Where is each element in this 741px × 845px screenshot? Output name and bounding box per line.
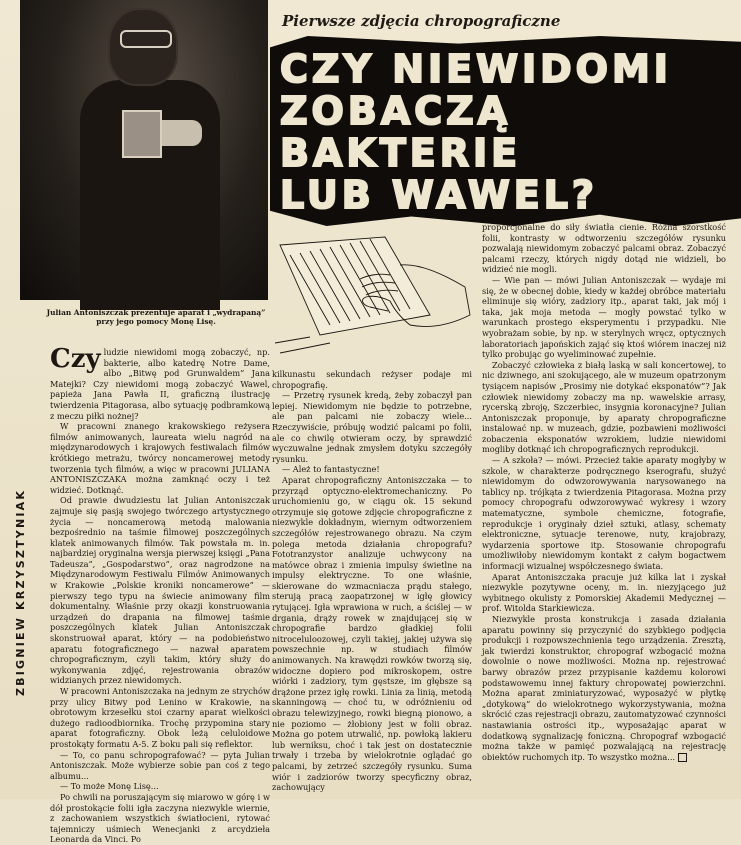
paragraph: Zobaczyć człowieka z białą laską w sali koncertowej, to nic dziwnego, ani szokującego, ale w muzeum opatrzonym tysiącem napisów „Prosimy nie dotykać eksponatów”? Jak człowiek niewidomy zobaczy ma np. wawelskie arrasy, rycerską zbroję, Szczerbiec, insygnia koronacyjne? Julian Antoniszczak proponuje, by aparaty chropograficzne instalować np. w muzeach, gdzie, pozbawieni możliwości zobaczenia eksponatów wzrokiem, ludzie niewidomi mogliby dotknąć ich chropograficznych reprodukcji. xyxy=(482,359,726,455)
headline-line-4: LUB WAWEL? xyxy=(280,173,598,217)
paragraph: W pracowni znanego krakowskiego reżysera filmów animowanych, laureata wielu nagród na międzynarodowych i krajowych festiwalach filmów krótkiego metrażu, twórcy noncamerowej metody tworzenia tych filmów, a więc w pracowni JULIANA ANTONISZCZAKA można zamknąć oczy i też widzieć. Dotknąć. xyxy=(50,421,270,495)
column-1 xyxy=(50,344,270,845)
column-3 xyxy=(482,222,726,762)
photo-glasses xyxy=(120,30,172,48)
paragraph: proporcjonalne do siły światła cienie. Różna szorstkość folii, kontrasty w odtworzeniu szczegółów rysunku pozwalają niewidomym zobaczyć palcami obraz. Zobaczyć palcami rzeczy, których nigdy dotąd nie widzieli, bo widzieć nie mogli. xyxy=(482,222,726,275)
photo-julian-antoniszczak xyxy=(20,0,268,300)
author-byline: ZBIGNIEW KRZYSZTYNIAK xyxy=(14,488,27,696)
hand-on-chropograph-illustration xyxy=(270,225,475,365)
paragraph: — Przetrę rysunek kredą, żeby zobaczył pan lepiej. Niewidomym nie będzie to potrzebne, ale pan palcami nie zobaczy wiele... Rzeczywiście, próbuję wodzić palcami po folii, ale co chwilę otwieram oczy, by sprawdzić wyczuwalne jednak zmysłem dotyku szczegóły rysunku. xyxy=(272,390,472,464)
kicker: Pierwsze zdjęcia chropograficzne xyxy=(282,12,561,30)
paragraph: — A szkoła? — mówi. Przecież takie aparaty mogłyby w szkole, w charakterze podręcznego kserografu, służyć niewidomym do odwzorowywania narysowanego na tablicy np. trójkąta z twierdzenia Pitagorasa. Można przy pomocy chropografu odwzorowywać wykresy i wzory matematyczne, symbole chemiczne, fotografie, reprodukcje i oryginały dzieł sztuki, atlasy, schematy elektroniczne, sytuacje terenowe, nuty, krajobrazy, wydarzenia sportowe itp. Stosowanie chropografu umożliwiłoby niewidomym kontakt z całym bogactwem informacji wizualnej współczesnego świata. xyxy=(482,455,726,571)
paragraph: Aparat Antoniszczaka pracuje już kilka lat i zyskał niezwykle pozytywne oceny, m. in. niezyjącego już wybitnego okulisty z Pomorskiej Akademii Medycznej — prof. Witolda Starkiewicza. xyxy=(482,571,726,614)
headline-line-1: CZY NIEWIDOMI xyxy=(280,47,672,91)
photo-chropograph-sheet xyxy=(122,110,162,158)
paragraph: ludzie niewidomi mogą zobaczyć, np. bakterie, albo katedrę Notre Dame, albo „Bitwę pod Grunwaldem” Jana Matejki? Czy niewidomi mogą zobaczyć Wawel, papieża Jana Pawła II, graficzną ilustrację twierdzenia Pitagorasa, albo sytuację podbramkową z meczu piłki nożnej? xyxy=(50,347,270,421)
paragraph: Aparat chropograficzny Antoniszczaka — to przyrząd optyczno-elektromechaniczny. Po uruchomieniu go, w ciągu ok. 15 sekund otrzymuje się gotowe zdjęcie chropograficzne z niezwykle dokładnym, wiernym odtworzeniem szczegółów rejestrowanego obrazu. Na czym polega metoda działania chropografu? Fototranzystor analizuje uchwycony na matówce obraz i zmienia impulsy świetlne na impulsy elektryczne. To one właśnie, skierowane do wzmacniacza prądu stałego, sterują pracą zaopatrzonej w igłę głowicy rytującej. Igła wprawiona w ruch, a ściślej — w drgania, drąży rowek w znajdującej się w chropografie bardzo gładkiej folii nitroceluloozowej, czyli takiej, jakiej używa się powszechnie np. w studiach filmów animowanych. Na krawędzi rowków tworzą się, widoczne dopiero pod mikroskopem, ostre wiórki i zadziory, tym gęstsze, im głębsze są drążone przez igłę rowki. Linia za linią, metodą skanningową — choć tu, w odróżnieniu od obrazu telewizyjnego, rowki biegną pionowo, a nie poziomo — żłobiony jest w folii obraz. Można go potem utrwalić, np. powłoką lakieru lub werniksu, choć i tak jest on dostatecznie trwały i trzeba by wielokrotnie oglądać go palcami, by zetrzeć szczegóły rysunku. Suma wiór i zadziorów tworzy specyficzny obraz, zachowujący xyxy=(272,474,472,793)
paragraph xyxy=(482,614,726,762)
paragraph: — Wie pan — mówi Julian Antoniszczak — wydaje mi się, że w obecnej dobie, kiedy w każdej obróbce materiału eliminuje się wióry, zadziory itp., aparat taki, jak mój i taka, jak moja metoda — mogły powstać tylko w warunkach prostego eksperymentu i przypadku. Nie wyobrażam sobie, by np. w sterylnych wręcz, optycznych laboratoriach japońskich zająć się ktoś wiórem inaczej niż tylko probując go wyeliminować zupełnie. xyxy=(482,274,726,360)
end-square-icon xyxy=(678,753,687,762)
column-2 xyxy=(272,369,472,793)
drop-cap: Czy xyxy=(50,344,101,374)
paragraph: kilkunastu sekundach reżyser podaje mi chropografię. xyxy=(272,369,472,390)
paragraph: — To może Monę Lisę... xyxy=(60,781,159,792)
photo-caption: Julian Antoniszczak prezentuje aparat i „wydrapaną” przy jego pomocy Monę Lisę. xyxy=(46,308,266,327)
paragraph: — To, co panu schropografować? — pyta Julian Antoniszczak. Może wybierze sobie pan coś z tego albumu... xyxy=(50,749,270,781)
paragraph: W pracowni Antoniszczaka na jednym ze strychów przy ulicy Bitwy pod Lenino w Krakowie, na obrotowym krzesełku stoi czarny aparat wielkości dużego radioodbiornika. Trochę przypomina stary aparat fotograficzny. Obok leżą celuloidowe prostokąty formatu A-5. Z boku pali się reflektor. xyxy=(50,686,270,749)
paragraph: — Ależ to fantastyczne! xyxy=(282,464,380,475)
paragraph-text: Niezwykle prosta konstrukcja i zasada działania aparatu powinny się przyczynić do szybkiego podjęcia produkcji i rozpowszechnienia tego urządzenia. Zresztą, jak twierdzi konstruktor, chropograf wzbogacić można dowolnie o nowe możliwości. Można np. rejestrować barwy obrazów przez przypisanie każdemu kolorowi podstawowemu innej faktury chropowatej powierzchni. Można aparat zminiaturyzować, wyposażyć w płytkę „dotykową” do wielokrotnego wykorzystywania, można skrócić czas rejestracji obrazu, zautomatyzować czynności nastawiania ostrości itp., wyposażając aparat w dodatkową sygnalizację foniczną. Chropograf wzbogacić można także w pamięć pozwalającą na rejestrację obiektów ruchomych itp. To wszystko można... xyxy=(482,613,726,762)
headline-line-2: ZOBACZĄ xyxy=(280,89,512,133)
paragraph: Od prawie dwudziestu lat Julian Antoniszczak zajmuje się pasją swojego twórczego artystycznego życia — noncamerową metodą malowania bezpośrednio na taśmie filmowej poszczególnych klatek animowanych filmów. Tak powstała m. in. najbardziej oryginalna wersja pierwszej księgi „Pana Tadeusza”, „Gospodarstwo”, oraz nagrodzone na Międzynarodowym Festiwalu Filmów Animowanych w Krakowie „Polskie kroniki noncamerowe” — pierwszy tego typu na świecie animowany film dokumentalny. Właśnie przy okazji konstruowania urządzeń do drapania na filmowej taśmie poszczególnych klatek Julian Antoniszczak skonstruował aparat, który — na podobieństwo aparatu fotograficznego — nazwał aparatem chropograficznym, czyli takim, który służy do wykonywania zdjęć, rejestrowania obrazów widzianych przez niewidomych. xyxy=(50,495,270,686)
paragraph: Po chwili na poruszającym się miarowo w górę i w dół prostokącie folii igła zaczyna niezwykle wiernie, z zachowaniem wszystkich światłocieni, rytować tajemniczy uśmiech Wenecjanki z arcydzieła Leonarda da Vinci. Po xyxy=(50,791,270,845)
headline-line-3: BAKTERIE xyxy=(280,131,522,175)
